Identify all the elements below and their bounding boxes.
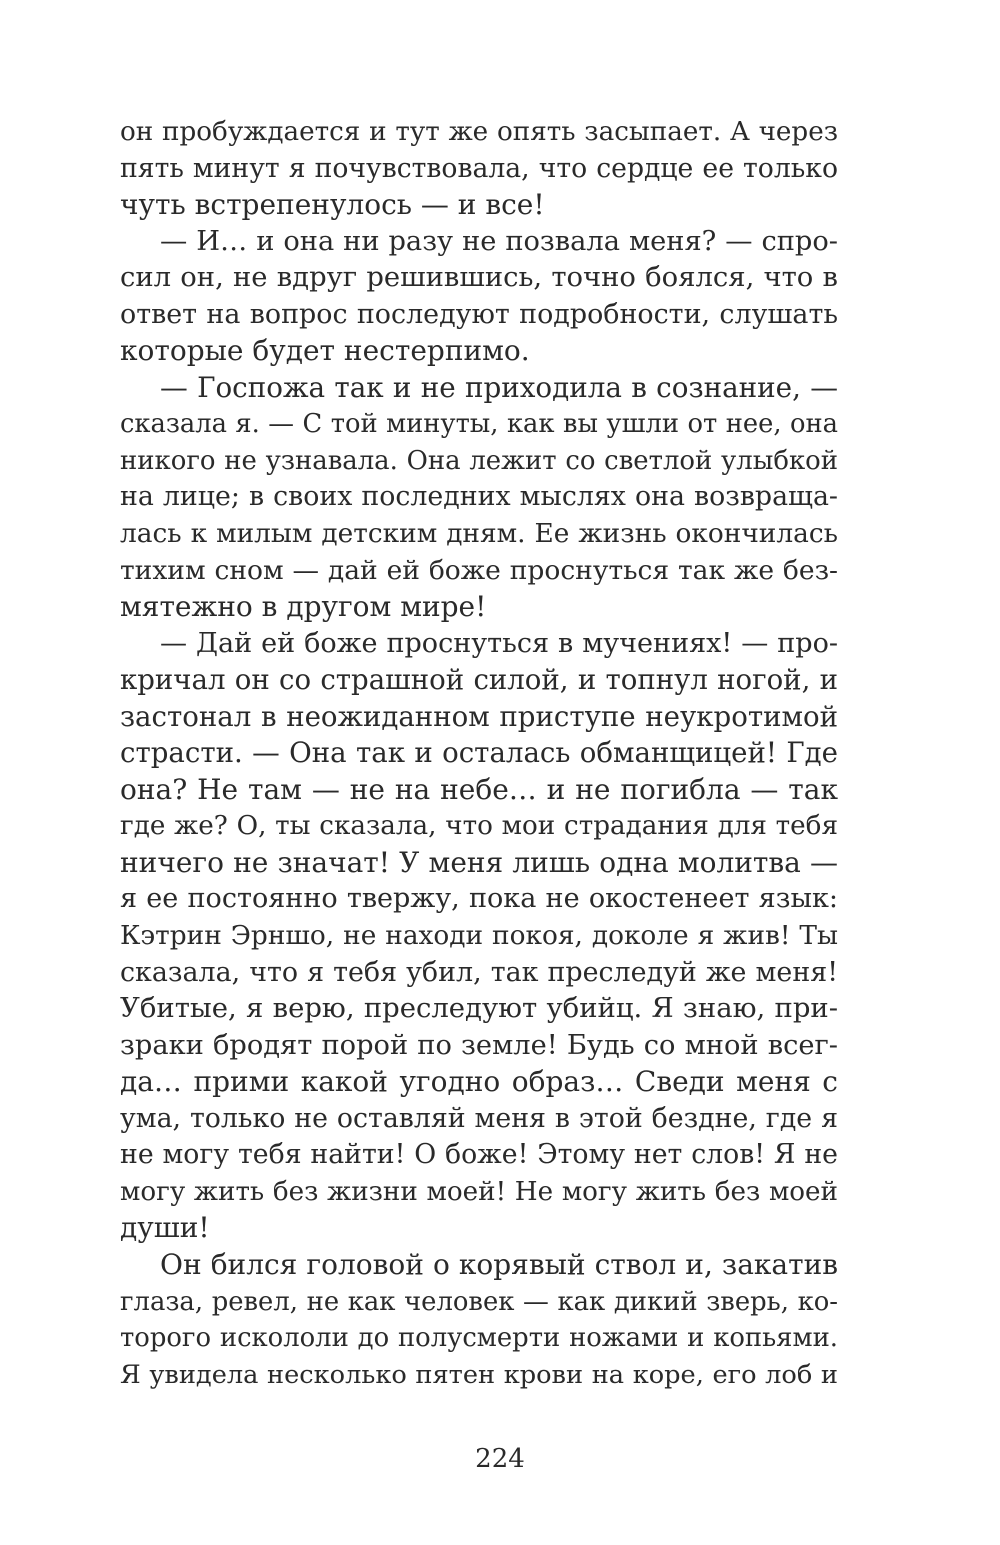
text-line: тихим сном — дай ей боже проснуться так же без- <box>120 554 838 586</box>
text-line: кричал он со страшной силой, и топнул ногой, и <box>120 663 838 697</box>
text-line: где же? О, ты сказала, что мои страдания для тебя <box>120 811 838 842</box>
text-line: — Дай ей боже проснуться в мучениях! — про- <box>160 627 838 659</box>
text-line: ничего не значат! У меня лишь одна молитва — <box>120 845 838 879</box>
text-line: чуть встрепенулось — и все! <box>120 188 545 222</box>
text-line: Убитые, я верю, преследуют убийц. Я знаю, при- <box>120 993 838 1025</box>
text-line: да… прими какой угодно образ… Сведи меня с <box>120 1065 838 1099</box>
text-line: могу жить без жизни моей! Не могу жить без моей <box>120 1176 838 1207</box>
text-line: Я увидела несколько пятен крови на коре, его лоб и <box>120 1359 838 1390</box>
text-line: он пробуждается и тут же опять засыпает. А через <box>120 117 838 147</box>
text-line: сказала я. — С той минуты, как вы ушли от нее, она <box>120 409 838 440</box>
text-line: — И… и она ни разу не позвала меня? — спро- <box>160 225 838 257</box>
text-line: страсти. — Она так и осталась обманщицей! Где <box>120 736 838 770</box>
text-line: я ее постоянно твержу, пока не окостенеет язык: <box>120 883 838 915</box>
text-line: не могу тебя найти! О боже! Этому нет слов! Я не <box>120 1139 838 1171</box>
text-line: — Госпожа так и не приходила в сознание, — <box>160 370 838 404</box>
text-line: сил он, не вдруг решившись, точно боялся, что в <box>120 262 838 294</box>
page-number: 224 <box>475 1444 525 1474</box>
body-text <box>120 114 838 1393</box>
text-line: глаза, ревел, не как человек — как дикий зверь, ко- <box>120 1286 838 1317</box>
text-line: Он бился головой о корявый ствол и, закатив <box>160 1247 838 1281</box>
text-line: Кэтрин Эрншо, не находи покоя, доколе я жив! Ты <box>120 921 838 952</box>
text-line: сказала, что я тебя убил, так преследуй же меня! <box>120 956 838 988</box>
text-line: которые будет нестерпимо. <box>120 334 530 368</box>
text-line: ума, только не оставляй меня в этой бездне, где я <box>120 1102 838 1134</box>
text-line: она? Не там — не на небе… и не погибла — так <box>120 772 838 806</box>
text-line: никого не узнавала. Она лежит со светлой улыбкой <box>120 445 838 476</box>
text-line: зраки бродят порой по земле! Будь со мной всег- <box>120 1029 838 1061</box>
text-line: пять минут я почувствовала, что сердце ее только <box>120 152 838 184</box>
text-line: ответ на вопрос последуют подробности, слушать <box>120 298 838 330</box>
text-line: застонал в неожиданном приступе неукротимой <box>120 699 838 733</box>
text-line: лась к милым детским дням. Ее жизнь окончилась <box>120 519 838 550</box>
text-line: мятежно в другом мире! <box>120 590 487 624</box>
text-line: торого искололи до полусмерти ножами и копьями. <box>120 1323 838 1354</box>
text-line: души! <box>120 1211 210 1245</box>
text-line: на лице; в своих последних мыслях она возвраща- <box>120 481 838 513</box>
